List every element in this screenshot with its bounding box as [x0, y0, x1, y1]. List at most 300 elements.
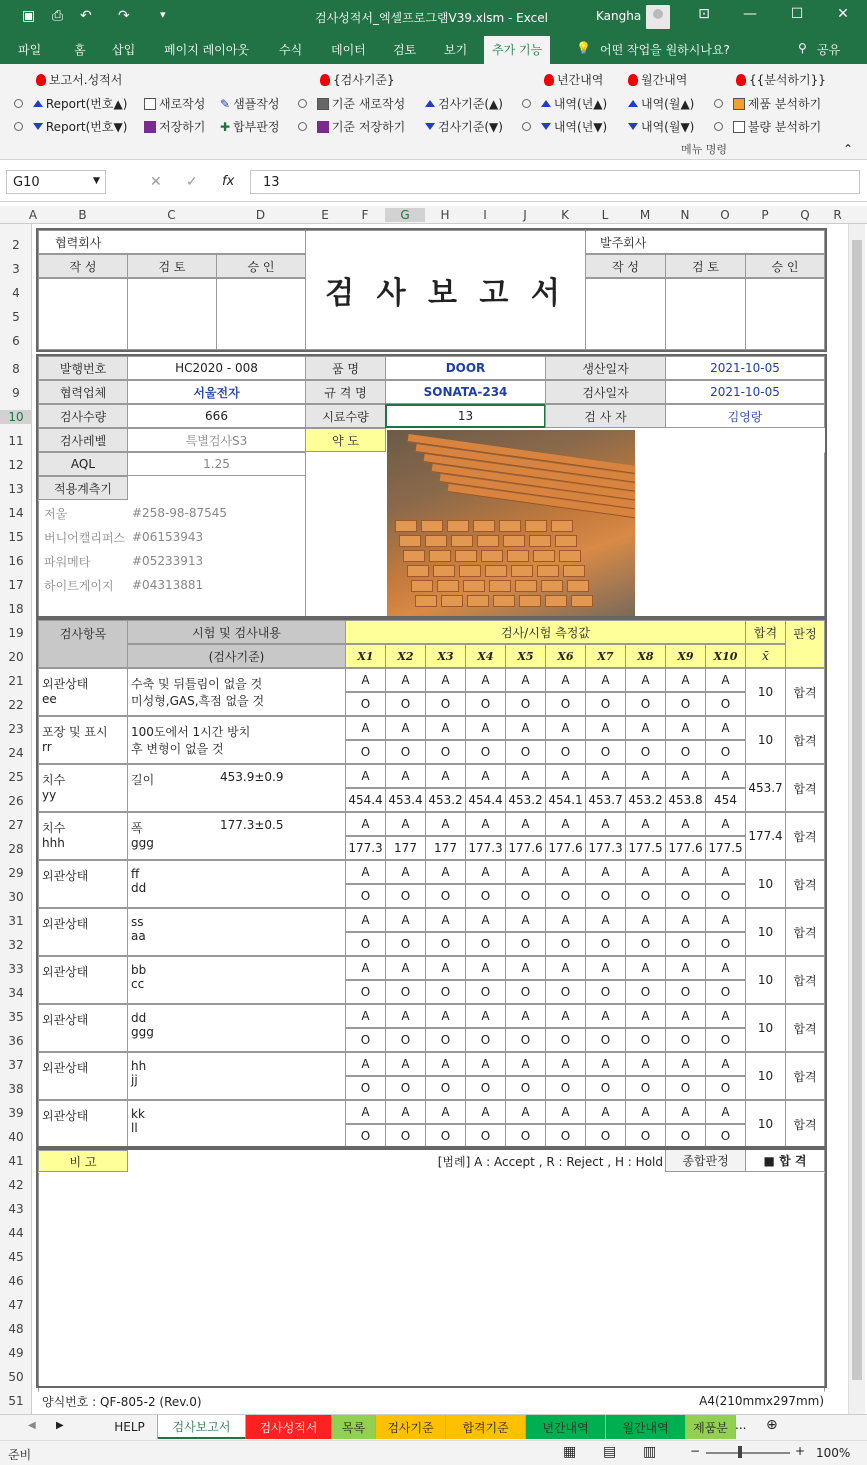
column-header[interactable]: L: [601, 208, 609, 222]
row-header[interactable]: 2: [12, 238, 20, 252]
meas-cell[interactable]: A: [585, 668, 626, 692]
meas-cell[interactable]: O: [665, 692, 706, 716]
report-up-button[interactable]: [14, 95, 127, 112]
meas-cell[interactable]: A: [585, 1100, 626, 1124]
meas-cell[interactable]: O: [625, 1124, 666, 1148]
meas-cell[interactable]: O: [345, 1076, 386, 1100]
meas-cell[interactable]: O: [585, 884, 626, 908]
meas-cell[interactable]: A: [625, 956, 666, 980]
item-judge[interactable]: 합격: [785, 860, 825, 908]
sheet-tab[interactable]: 검사기준: [376, 1415, 446, 1439]
meas-cell[interactable]: O: [705, 1076, 746, 1100]
meas-cell[interactable]: O: [425, 1076, 466, 1100]
spec-value[interactable]: SONATA-234: [385, 380, 546, 404]
meas-cell[interactable]: O: [465, 932, 506, 956]
remark-area[interactable]: [38, 1172, 825, 1392]
row-header[interactable]: 36: [8, 1034, 24, 1048]
meas-cell[interactable]: O: [465, 1076, 506, 1100]
row-header[interactable]: 16: [8, 554, 24, 568]
meas-cell[interactable]: O: [705, 932, 746, 956]
item-name[interactable]: [38, 1004, 128, 1052]
meas-cell[interactable]: A: [585, 812, 626, 836]
meas-cell[interactable]: A: [705, 908, 746, 932]
row-header[interactable]: 21: [8, 674, 24, 688]
maximize-icon[interactable]: ☐: [790, 6, 804, 22]
meas-cell[interactable]: A: [385, 716, 426, 740]
meas-cell[interactable]: 177.6: [665, 836, 706, 860]
meas-cell[interactable]: O: [545, 980, 586, 1004]
meas-cell[interactable]: A: [505, 1004, 546, 1028]
meas-cell[interactable]: A: [625, 1004, 666, 1028]
column-header[interactable]: D: [255, 208, 266, 222]
meas-cell[interactable]: O: [505, 740, 546, 764]
meas-cell[interactable]: 177.3: [345, 836, 386, 860]
row-header[interactable]: 12: [8, 458, 24, 472]
meas-cell[interactable]: A: [705, 764, 746, 788]
row-header[interactable]: 48: [8, 1322, 24, 1336]
collapse-ribbon-icon[interactable]: ⌃: [843, 142, 854, 156]
meas-cell[interactable]: O: [385, 1028, 426, 1052]
hdr-x-col[interactable]: X7: [585, 644, 626, 668]
cancel-icon[interactable]: ✕: [150, 174, 162, 190]
row-header[interactable]: 6: [12, 334, 20, 348]
meas-cell[interactable]: A: [665, 764, 706, 788]
row-header[interactable]: 31: [8, 914, 24, 928]
aql-label[interactable]: AQL: [38, 452, 128, 476]
sheet-tab[interactable]: 합격기준: [446, 1415, 526, 1439]
meas-cell[interactable]: A: [465, 860, 506, 884]
meas-cell[interactable]: A: [385, 956, 426, 980]
meas-cell[interactable]: A: [665, 860, 706, 884]
meas-cell[interactable]: A: [545, 668, 586, 692]
meas-cell[interactable]: A: [465, 812, 506, 836]
print-preview-icon[interactable]: ⎙: [52, 8, 64, 24]
meas-cell[interactable]: A: [465, 1004, 506, 1028]
tab-scroll-right-icon[interactable]: ▶: [56, 1420, 64, 1431]
name-box-dropdown-icon[interactable]: ▼: [93, 176, 100, 186]
meas-cell[interactable]: A: [385, 908, 426, 932]
product-value[interactable]: DOOR: [385, 356, 546, 380]
name-box[interactable]: G10: [6, 170, 106, 194]
row-header[interactable]: 24: [8, 746, 24, 760]
normal-view-icon[interactable]: ▦: [563, 1444, 577, 1460]
hdr-std[interactable]: (검사기준): [127, 644, 346, 668]
page-layout-view-icon[interactable]: ▤: [603, 1444, 617, 1460]
meas-cell[interactable]: O: [385, 1124, 426, 1148]
meas-cell[interactable]: A: [665, 1052, 706, 1076]
meas-cell[interactable]: O: [665, 1028, 706, 1052]
meas-cell[interactable]: A: [465, 1052, 506, 1076]
sample-value[interactable]: 13: [385, 404, 546, 428]
meas-cell[interactable]: O: [545, 932, 586, 956]
meas-cell[interactable]: O: [385, 980, 426, 1004]
meas-cell[interactable]: A: [425, 1004, 466, 1028]
year-up-button[interactable]: [522, 95, 607, 112]
meas-cell[interactable]: O: [465, 1028, 506, 1052]
orderer-write-sign[interactable]: [585, 278, 666, 350]
meas-cell[interactable]: 177.3: [465, 836, 506, 860]
meas-cell[interactable]: A: [345, 1004, 386, 1028]
row-header[interactable]: 44: [8, 1226, 24, 1240]
column-header[interactable]: E: [321, 208, 329, 222]
meas-cell[interactable]: A: [625, 1100, 666, 1124]
meas-cell[interactable]: O: [505, 692, 546, 716]
meas-cell[interactable]: A: [505, 716, 546, 740]
row-header[interactable]: 8: [12, 362, 20, 376]
hdr-pass[interactable]: 합격: [745, 620, 786, 644]
meas-cell[interactable]: A: [425, 812, 466, 836]
meas-cell[interactable]: A: [425, 668, 466, 692]
meas-cell[interactable]: O: [625, 932, 666, 956]
meas-cell[interactable]: A: [345, 1052, 386, 1076]
meas-cell[interactable]: A: [345, 860, 386, 884]
meas-cell[interactable]: O: [425, 740, 466, 764]
column-header[interactable]: F: [361, 208, 369, 222]
meas-cell[interactable]: A: [545, 1004, 586, 1028]
hdr-x-col[interactable]: X1: [345, 644, 386, 668]
formula-input[interactable]: 13: [250, 170, 860, 194]
meas-cell[interactable]: A: [625, 668, 666, 692]
row-header[interactable]: 14: [8, 506, 24, 520]
hdr-x-col[interactable]: X3: [425, 644, 466, 668]
save-button[interactable]: [144, 118, 205, 135]
meas-cell[interactable]: A: [505, 908, 546, 932]
hdr-x-col[interactable]: X6: [545, 644, 586, 668]
issue-no-value[interactable]: HC2020 - 008: [127, 356, 306, 380]
defect-analysis-button[interactable]: [714, 118, 821, 135]
meas-cell[interactable]: A: [705, 716, 746, 740]
meas-cell[interactable]: O: [505, 980, 546, 1004]
meas-cell[interactable]: A: [425, 908, 466, 932]
meas-cell[interactable]: A: [385, 1004, 426, 1028]
instrument-id[interactable]: #258-98-87545: [132, 506, 228, 520]
row-header[interactable]: 3: [12, 262, 20, 276]
tab-home[interactable]: 홈: [74, 43, 86, 57]
meas-cell[interactable]: 177.5: [705, 836, 746, 860]
std-save-button[interactable]: [298, 118, 405, 135]
row-header[interactable]: 34: [8, 986, 24, 1000]
partner-review-label[interactable]: 검 토: [127, 254, 217, 278]
meas-cell[interactable]: A: [545, 1100, 586, 1124]
row-header[interactable]: 32: [8, 938, 24, 952]
row-header[interactable]: 39: [8, 1106, 24, 1120]
hdr-test[interactable]: 시험 및 검사내용: [127, 620, 346, 644]
item-name[interactable]: [38, 1100, 128, 1148]
item-result[interactable]: 453.7: [745, 764, 786, 812]
item-test[interactable]: [127, 1004, 346, 1052]
sheet-tab[interactable]: 제품분: [686, 1415, 736, 1439]
product-analysis-button[interactable]: [714, 95, 821, 112]
ribbon-display-icon[interactable]: ⊡: [698, 6, 710, 22]
meas-cell[interactable]: A: [705, 668, 746, 692]
meas-cell[interactable]: O: [585, 932, 626, 956]
meas-cell[interactable]: 454.4: [465, 788, 506, 812]
column-header[interactable]: I: [483, 208, 487, 222]
meas-cell[interactable]: A: [465, 956, 506, 980]
inspector-label[interactable]: 검 사 자: [545, 404, 666, 428]
meas-cell[interactable]: A: [585, 860, 626, 884]
meas-cell[interactable]: O: [625, 1028, 666, 1052]
sheet-tab[interactable]: 검사성적서: [246, 1415, 332, 1439]
meas-cell[interactable]: 453.4: [385, 788, 426, 812]
sheet-tab[interactable]: 목록: [332, 1415, 376, 1439]
hdr-x-col[interactable]: X10: [705, 644, 746, 668]
enter-icon[interactable]: ✓: [186, 174, 198, 190]
meas-cell[interactable]: A: [385, 1100, 426, 1124]
instrument-name[interactable]: 파워메타: [44, 554, 91, 569]
row-header[interactable]: 10: [0, 410, 32, 424]
meas-cell[interactable]: 177: [425, 836, 466, 860]
meas-cell[interactable]: O: [345, 740, 386, 764]
instrument-label[interactable]: 적용계측기: [38, 476, 128, 500]
meas-cell[interactable]: A: [585, 956, 626, 980]
row-header[interactable]: 27: [8, 818, 24, 832]
issue-no-label[interactable]: 발행번호: [38, 356, 128, 380]
meas-cell[interactable]: O: [585, 692, 626, 716]
meas-cell[interactable]: 453.2: [505, 788, 546, 812]
sketch-label[interactable]: 약 도: [305, 428, 386, 452]
row-header[interactable]: 22: [8, 698, 24, 712]
meas-cell[interactable]: O: [585, 740, 626, 764]
overall-value[interactable]: ■ 합 격: [745, 1148, 825, 1172]
meas-cell[interactable]: A: [465, 908, 506, 932]
aql-value[interactable]: 1.25: [127, 452, 306, 476]
meas-cell[interactable]: O: [465, 1124, 506, 1148]
meas-cell[interactable]: O: [705, 1028, 746, 1052]
meas-cell[interactable]: 454: [705, 788, 746, 812]
meas-cell[interactable]: A: [425, 764, 466, 788]
spec-label[interactable]: 규 격 명: [305, 380, 386, 404]
meas-cell[interactable]: A: [505, 1100, 546, 1124]
column-header[interactable]: J: [523, 208, 527, 222]
sheet-tab[interactable]: 검사보고서: [158, 1415, 246, 1439]
meas-cell[interactable]: O: [385, 1076, 426, 1100]
zoom-out-icon[interactable]: −: [690, 1444, 701, 1458]
sheet-tab[interactable]: HELP: [102, 1415, 158, 1439]
row-header[interactable]: 11: [8, 434, 24, 448]
meas-cell[interactable]: 453.2: [625, 788, 666, 812]
meas-cell[interactable]: O: [425, 1028, 466, 1052]
meas-cell[interactable]: A: [625, 812, 666, 836]
meas-cell[interactable]: A: [545, 1052, 586, 1076]
meas-cell[interactable]: A: [705, 956, 746, 980]
avatar[interactable]: [646, 5, 670, 29]
meas-cell[interactable]: A: [505, 860, 546, 884]
std-up-button[interactable]: [425, 95, 503, 112]
new-sheet-icon[interactable]: ⊕: [766, 1417, 778, 1433]
row-header[interactable]: 18: [8, 602, 24, 616]
row-header[interactable]: 30: [8, 890, 24, 904]
meas-cell[interactable]: A: [665, 1100, 706, 1124]
item-result[interactable]: 10: [745, 956, 786, 1004]
meas-cell[interactable]: O: [425, 980, 466, 1004]
meas-cell[interactable]: O: [345, 980, 386, 1004]
meas-cell[interactable]: O: [425, 932, 466, 956]
meas-cell[interactable]: O: [585, 1028, 626, 1052]
meas-cell[interactable]: A: [425, 716, 466, 740]
hdr-judge[interactable]: 판정: [785, 620, 825, 668]
item-test[interactable]: [127, 1052, 346, 1100]
row-header[interactable]: 25: [8, 770, 24, 784]
meas-cell[interactable]: A: [465, 716, 506, 740]
meas-cell[interactable]: A: [625, 716, 666, 740]
meas-cell[interactable]: A: [665, 908, 706, 932]
hdr-x-col[interactable]: X9: [665, 644, 706, 668]
row-header[interactable]: 45: [8, 1250, 24, 1264]
meas-cell[interactable]: A: [505, 1052, 546, 1076]
meas-cell[interactable]: O: [705, 740, 746, 764]
item-name[interactable]: [38, 956, 128, 1004]
row-header[interactable]: 47: [8, 1298, 24, 1312]
item-test[interactable]: [127, 908, 346, 956]
column-header[interactable]: K: [561, 208, 569, 222]
row-header[interactable]: 40: [8, 1130, 24, 1144]
item-judge[interactable]: 합격: [785, 668, 825, 716]
orderer-review-label[interactable]: 검 토: [665, 254, 746, 278]
remark-label[interactable]: 비 고: [38, 1150, 128, 1172]
vendor-value[interactable]: 서울전자: [127, 380, 306, 404]
vertical-scrollbar[interactable]: [848, 224, 865, 1414]
row-header[interactable]: 46: [8, 1274, 24, 1288]
scroll-thumb[interactable]: [852, 240, 862, 1380]
instrument-id[interactable]: #05233913: [132, 554, 204, 568]
zoom-in-icon[interactable]: +: [795, 1444, 806, 1458]
meas-cell[interactable]: A: [345, 812, 386, 836]
tab-add-ins[interactable]: 추가 기능: [484, 36, 550, 64]
meas-cell[interactable]: O: [625, 884, 666, 908]
column-header[interactable]: G: [385, 208, 425, 222]
row-header[interactable]: 23: [8, 722, 24, 736]
meas-cell[interactable]: 453.2: [425, 788, 466, 812]
meas-cell[interactable]: O: [625, 740, 666, 764]
close-icon[interactable]: ✕: [837, 6, 849, 22]
qty-value[interactable]: 666: [127, 404, 306, 428]
meas-cell[interactable]: A: [705, 812, 746, 836]
partner-approve-sign[interactable]: [216, 278, 306, 350]
meas-cell[interactable]: 177: [385, 836, 426, 860]
meas-cell[interactable]: A: [465, 764, 506, 788]
orderer-approve-sign[interactable]: [745, 278, 825, 350]
column-header[interactable]: R: [833, 208, 842, 222]
meas-cell[interactable]: 177.6: [505, 836, 546, 860]
orderer-review-sign[interactable]: [665, 278, 746, 350]
prod-date-value[interactable]: 2021-10-05: [665, 356, 825, 380]
tab-view[interactable]: 보기: [444, 43, 468, 57]
column-header[interactable]: A: [28, 208, 38, 222]
new-button[interactable]: [144, 95, 205, 112]
meas-cell[interactable]: A: [385, 668, 426, 692]
meas-cell[interactable]: A: [385, 1052, 426, 1076]
meas-cell[interactable]: A: [665, 1004, 706, 1028]
meas-cell[interactable]: O: [625, 980, 666, 1004]
meas-cell[interactable]: A: [625, 764, 666, 788]
meas-cell[interactable]: 453.8: [665, 788, 706, 812]
meas-cell[interactable]: A: [585, 764, 626, 788]
hdr-x-col[interactable]: X2: [385, 644, 426, 668]
meas-cell[interactable]: A: [665, 956, 706, 980]
meas-cell[interactable]: O: [545, 1028, 586, 1052]
meas-cell[interactable]: O: [665, 1076, 706, 1100]
insp-date-value[interactable]: 2021-10-05: [665, 380, 825, 404]
meas-cell[interactable]: O: [545, 740, 586, 764]
instrument-name[interactable]: 하이트게이지: [44, 578, 114, 593]
item-result[interactable]: 10: [745, 860, 786, 908]
vendor-label[interactable]: 협력업체: [38, 380, 128, 404]
meas-cell[interactable]: A: [545, 764, 586, 788]
meas-cell[interactable]: A: [385, 764, 426, 788]
meas-cell[interactable]: A: [585, 1004, 626, 1028]
meas-cell[interactable]: O: [705, 692, 746, 716]
column-header[interactable]: M: [639, 208, 651, 222]
meas-cell[interactable]: 453.7: [585, 788, 626, 812]
hdr-xbar[interactable]: x̄: [745, 644, 786, 668]
insp-date-label[interactable]: 검사일자: [545, 380, 666, 404]
meas-cell[interactable]: A: [385, 860, 426, 884]
level-label[interactable]: 검사레벨: [38, 428, 128, 452]
row-header[interactable]: 9: [12, 386, 20, 400]
meas-cell[interactable]: 177.6: [545, 836, 586, 860]
report-title[interactable]: 검 사 보 고 서: [305, 230, 586, 350]
meas-cell[interactable]: O: [625, 692, 666, 716]
row-header[interactable]: 43: [8, 1202, 24, 1216]
column-header[interactable]: O: [720, 208, 730, 222]
meas-cell[interactable]: A: [425, 1100, 466, 1124]
meas-cell[interactable]: A: [545, 956, 586, 980]
meas-cell[interactable]: O: [665, 932, 706, 956]
item-judge[interactable]: 합격: [785, 812, 825, 860]
item-result[interactable]: 10: [745, 716, 786, 764]
meas-cell[interactable]: A: [345, 1100, 386, 1124]
undo-icon[interactable]: ↶: [80, 8, 92, 24]
zoom-slider[interactable]: [706, 1452, 790, 1454]
inspector-value[interactable]: 김영랑: [665, 404, 825, 428]
meas-cell[interactable]: O: [545, 884, 586, 908]
meas-cell[interactable]: 454.4: [345, 788, 386, 812]
save-icon[interactable]: ▣: [22, 8, 36, 24]
column-header[interactable]: C: [167, 208, 176, 222]
row-header[interactable]: 41: [8, 1154, 24, 1168]
meas-cell[interactable]: O: [345, 692, 386, 716]
meas-cell[interactable]: O: [705, 884, 746, 908]
meas-cell[interactable]: O: [385, 932, 426, 956]
row-header[interactable]: 20: [8, 650, 24, 664]
year-down-button[interactable]: [522, 118, 607, 135]
meas-cell[interactable]: A: [665, 668, 706, 692]
meas-cell[interactable]: A: [625, 908, 666, 932]
orderer-approve-label[interactable]: 승 인: [745, 254, 825, 278]
row-header[interactable]: 42: [8, 1178, 24, 1192]
tab-page-layout[interactable]: 페이지 레이아웃: [164, 43, 249, 57]
row-header[interactable]: 5: [12, 310, 20, 324]
tab-data[interactable]: 데이터: [331, 43, 366, 57]
row-header[interactable]: 33: [8, 962, 24, 976]
meas-cell[interactable]: A: [625, 860, 666, 884]
column-header[interactable]: H: [440, 208, 450, 222]
item-test[interactable]: [127, 860, 346, 908]
tell-me-search[interactable]: 어떤 작업을 원하시나요?: [600, 43, 730, 57]
row-header[interactable]: 28: [8, 842, 24, 856]
meas-cell[interactable]: A: [665, 812, 706, 836]
meas-cell[interactable]: A: [625, 1052, 666, 1076]
customize-qat-icon[interactable]: ▾: [160, 8, 166, 21]
meas-cell[interactable]: A: [345, 956, 386, 980]
meas-cell[interactable]: O: [625, 1076, 666, 1100]
meas-cell[interactable]: A: [505, 668, 546, 692]
meas-cell[interactable]: A: [505, 956, 546, 980]
meas-cell[interactable]: O: [425, 884, 466, 908]
meas-cell[interactable]: A: [585, 908, 626, 932]
meas-cell[interactable]: A: [465, 668, 506, 692]
